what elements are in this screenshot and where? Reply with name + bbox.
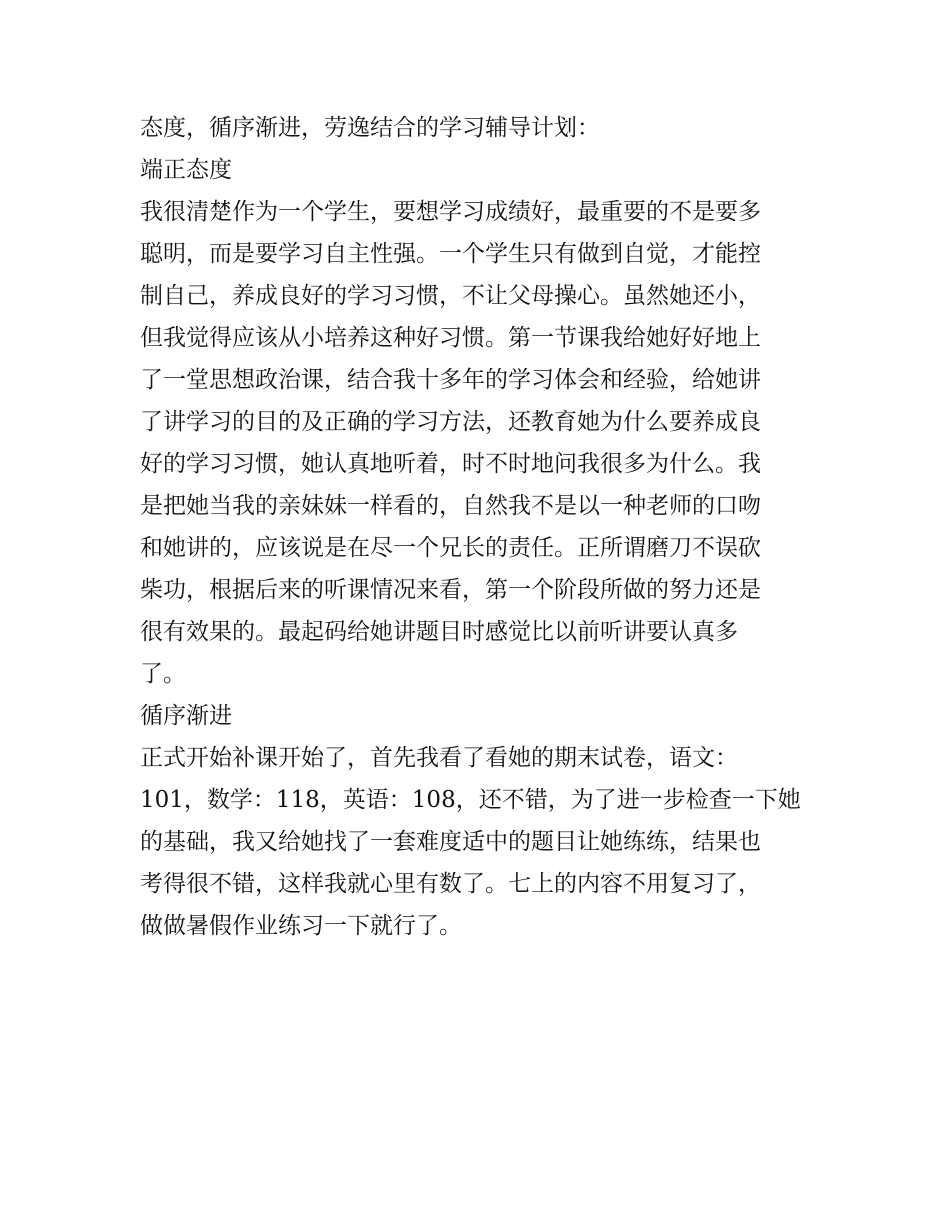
document-body — [140, 107, 815, 947]
text-line: 制自己，养成良好的学习习惯，不让父母操心。虽然她还小， — [140, 283, 761, 309]
text-line: 但我觉得应该从小培养这种好习惯。第一节课我给她好好地上 — [140, 325, 761, 351]
text-line: 态度，循序渐进，劳逸结合的学习辅导计划： — [140, 115, 600, 141]
text-line: 做做暑假作业练习一下就行了。 — [140, 913, 462, 939]
text-line: 正式开始补课开始了，首先我看了看她的期末试卷，语文： — [140, 745, 738, 771]
section-heading-gradual: 循序渐进 — [140, 703, 232, 729]
text-line: 的基础，我又给她找了一套难度适中的题目让她练练，结果也 — [140, 829, 761, 855]
text-line: 和她讲的，应该说是在尽一个兄长的责任。正所谓磨刀不误砍 — [140, 535, 761, 561]
text-line: 是把她当我的亲妹妹一样看的，自然我不是以一种老师的口吻 — [140, 493, 761, 519]
text-line: 我很清楚作为一个学生，要想学习成绩好，最重要的不是要多 — [140, 199, 761, 225]
text-line: 好的学习习惯，她认真地听着，时不时地问我很多为什么。我 — [140, 451, 761, 477]
text-line: 101，数学：118，英语：108，还不错，为了进一步检查一下她 — [140, 787, 801, 813]
section-heading-attitude: 端正态度 — [140, 157, 232, 183]
text-line: 很有效果的。最起码给她讲题目时感觉比以前听讲要认真多 — [140, 619, 738, 645]
text-line: 了一堂思想政治课，结合我十多年的学习体会和经验，给她讲 — [140, 367, 761, 393]
text-line: 柴功，根据后来的听课情况来看，第一个阶段所做的努力还是 — [140, 577, 761, 603]
text-line: 了。 — [140, 661, 186, 687]
text-line: 了讲学习的目的及正确的学习方法，还教育她为什么要养成良 — [140, 409, 761, 435]
text-line: 考得很不错，这样我就心里有数了。七上的内容不用复习了， — [140, 871, 761, 897]
text-line: 聪明，而是要学习自主性强。一个学生只有做到自觉，才能控 — [140, 241, 761, 267]
